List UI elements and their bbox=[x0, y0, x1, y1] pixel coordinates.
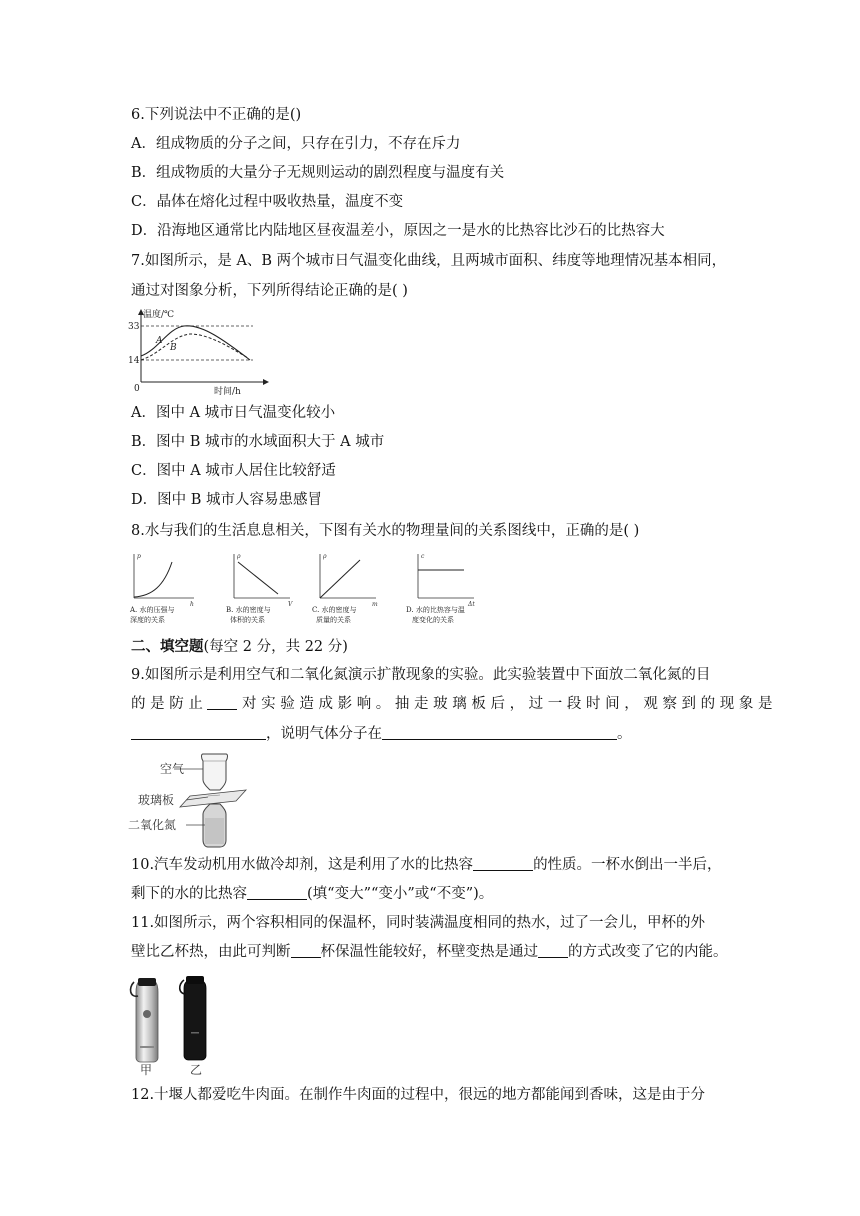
q8-graph-a-caption-2: 深度的关系 bbox=[130, 616, 165, 624]
q10-blank-2[interactable] bbox=[247, 885, 307, 900]
q7-option-d: D．图中 B 城市人容易患感冒 bbox=[131, 492, 322, 508]
q9-label-glass-plate: 玻璃板 bbox=[138, 793, 175, 807]
q8-graph-c-caption-1: C. 水的密度与 bbox=[312, 606, 357, 614]
q9-line3: ，说明气体分子在 。 bbox=[131, 724, 632, 744]
q11-line2: 壁比乙杯热，由此可判断 杯保温性能较好，杯壁变热是通过 的方式改变了它的内能。 bbox=[131, 944, 728, 960]
q8-graph-a bbox=[128, 550, 208, 630]
q6-option-c: C．晶体在熔化过程中吸收热量，温度不变 bbox=[131, 194, 404, 210]
q11-blank-1[interactable] bbox=[291, 943, 321, 958]
q8-graph-b-caption-1: B. 水的密度与 bbox=[226, 606, 271, 614]
q7-stem-line2: 通过对图象分析，下列所得结论正确的是( ) bbox=[131, 283, 408, 299]
q8-graph-c-line bbox=[320, 560, 360, 598]
q8-graph-b-caption-2: 体积的关系 bbox=[230, 616, 265, 624]
section2-title: 二、填空题 bbox=[131, 638, 204, 655]
q6-option-a: A．组成物质的分子之间，只存在引力，不存在斥力 bbox=[131, 136, 461, 152]
q11-thermos-cups bbox=[128, 972, 218, 1077]
cup-yi bbox=[180, 976, 206, 1060]
q10-line2: 剩下的水的比热容 (填“变大”“变小”或“不变”)。 bbox=[131, 886, 494, 902]
svg-text:ρ: ρ bbox=[323, 553, 327, 560]
svg-text:Δt: Δt bbox=[468, 601, 475, 608]
q6-option-d: D．沿海地区通常比内陆地区昼夜温差小，原因之一是水的比热容比沙石的比热容大 bbox=[131, 223, 665, 239]
q8-graph-c bbox=[310, 550, 390, 630]
q7-option-a: A．图中 A 城市日气温变化较小 bbox=[131, 405, 336, 421]
section2-heading bbox=[131, 637, 348, 657]
q6-option-b: B．组成物质的大量分子无规则运动的剧烈程度与温度有关 bbox=[131, 165, 505, 181]
q9-label-no2: 二氧化氮 bbox=[128, 818, 177, 832]
q8-graph-d-caption-1: D. 水的比热容与温 bbox=[406, 606, 465, 614]
q9-blank-3[interactable] bbox=[382, 725, 617, 740]
cup-jia bbox=[131, 978, 158, 1062]
section2-note: (每空 2 分，共 22 分) bbox=[203, 639, 348, 655]
svg-text:V: V bbox=[288, 601, 293, 608]
q7-xlabel: 时间/h bbox=[214, 387, 241, 397]
q7-series-b-label: B bbox=[170, 343, 177, 353]
q8-graph-d bbox=[404, 550, 484, 630]
q8-graph-a-caption-1: A. 水的压强与 bbox=[130, 606, 175, 614]
q11-label-yi: 乙 bbox=[190, 1063, 203, 1077]
upper-bottle-air bbox=[202, 754, 228, 790]
svg-text:m: m bbox=[372, 601, 378, 608]
q12-line1: 12.十堰人都爱吃牛肉面。在制作牛肉面的过程中，很远的地方都能闻到香味，这是由于分 bbox=[131, 1087, 706, 1103]
q11-blank-2[interactable] bbox=[538, 943, 568, 958]
q6-stem: 6.下列说法中不正确的是() bbox=[131, 107, 302, 123]
q8-graph-a-curve bbox=[134, 562, 172, 597]
q7-ytick-14: 14 bbox=[128, 356, 140, 366]
svg-text:p: p bbox=[137, 553, 141, 560]
q8-graph-b-line bbox=[238, 562, 278, 594]
q7-stem-line1: 7.如图所示，是 A、B 两个城市日气温变化曲线，且两城市面积、纬度等地理情况基本相同， bbox=[131, 253, 727, 269]
q8-graph-b bbox=[224, 550, 304, 630]
q8-graph-d-caption-2: 度变化的关系 bbox=[412, 616, 454, 624]
q9-blank-2[interactable] bbox=[131, 725, 266, 740]
q9-label-air: 空气 bbox=[160, 762, 185, 776]
q9-diffusion-apparatus bbox=[128, 752, 268, 852]
q7-series-a-label: A bbox=[156, 336, 163, 346]
q7-option-c: C．图中 A 城市人居住比较舒适 bbox=[131, 463, 336, 479]
q7-ylabel: 温度/℃ bbox=[143, 310, 175, 320]
q11-label-jia: 甲 bbox=[140, 1063, 153, 1077]
q8-graph-c-caption-2: 质量的关系 bbox=[316, 616, 351, 624]
svg-text:h: h bbox=[190, 601, 194, 608]
q9-line2: 的 是 防 止 对 实 验 造 成 影 响 。 抽 走 玻 璃 板 后 ， 过 一 段 时 间 ， 观 察 到 的 现 象 是 bbox=[131, 696, 773, 712]
q7-origin-label: 0 bbox=[134, 384, 140, 394]
q9-line1: 9.如图所示是利用空气和二氧化氮演示扩散现象的实验。此实验装置中下面放二氧化氮的目 bbox=[131, 667, 711, 683]
q10-blank-1[interactable] bbox=[473, 856, 533, 871]
svg-text:ρ: ρ bbox=[237, 553, 241, 560]
q9-blank-1[interactable] bbox=[207, 695, 237, 710]
q7-option-b: B．图中 B 城市的水域面积大于 A 城市 bbox=[131, 434, 385, 450]
q11-line1: 11.如图所示，两个容积相同的保温杯，同时装满温度相同的热水，过了一会儿，甲杯的外 bbox=[131, 915, 706, 931]
q7-temperature-chart bbox=[128, 306, 278, 398]
q10-line1: 10.汽车发动机用水做冷却剂，这是利用了水的比热容 的性质。一杯水倒出一半后， bbox=[131, 857, 722, 873]
q8-stem: 8.水与我们的生活息息相关，下图有关水的物理量间的关系图线中，正确的是( ) bbox=[131, 523, 640, 539]
q7-ytick-33: 33 bbox=[128, 322, 140, 332]
svg-text:c: c bbox=[421, 553, 425, 560]
